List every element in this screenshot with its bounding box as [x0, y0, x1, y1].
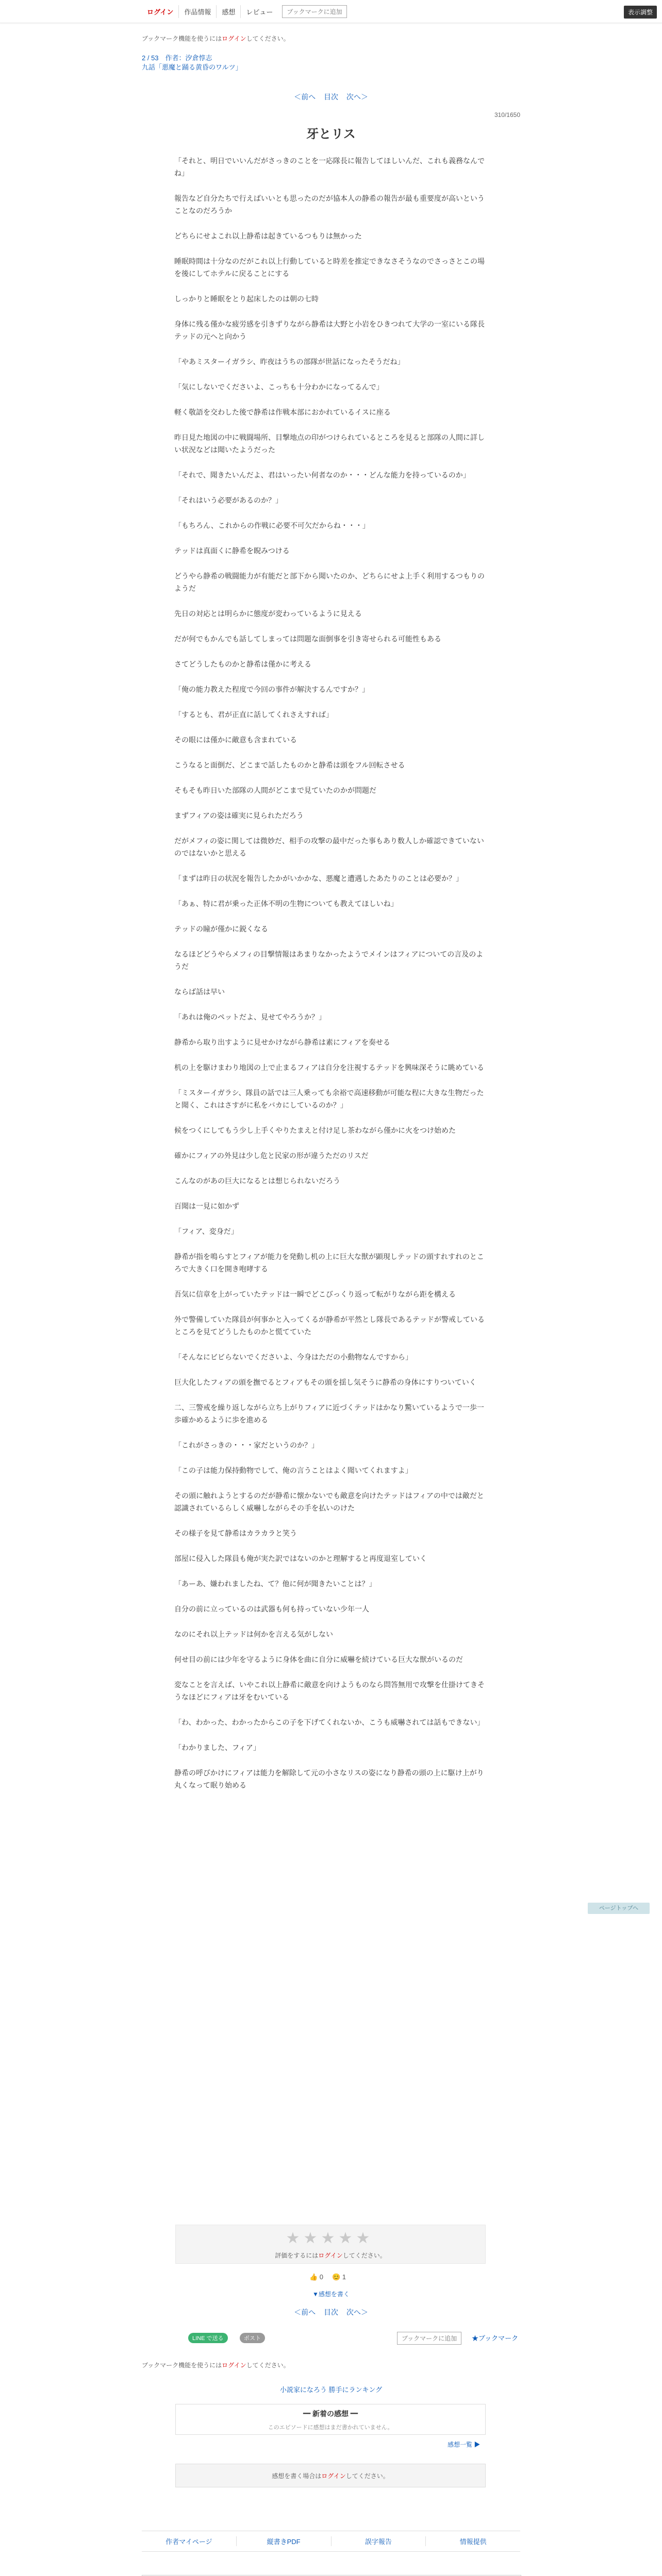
- body-paragraph: 「まずは昨日の状況を報告したかがいかかな、悪魔と遭遇したあたりのことは必要か？」: [174, 874, 463, 883]
- chapter-title: 牙とリス: [306, 127, 356, 141]
- body-paragraph: 自分の前に立っているのは武器も何も持っていない少年一人: [174, 1605, 369, 1613]
- toc-link[interactable]: 目次: [324, 2308, 338, 2316]
- rating-notice-post: してください。: [342, 2252, 386, 2259]
- next-link[interactable]: 次へ＞: [346, 2308, 368, 2316]
- review-login-notice: [176, 2471, 485, 2480]
- body-paragraph: 百聞は一見に如かず: [174, 1202, 239, 1210]
- footer-login-link[interactable]: ログイン: [222, 2362, 246, 2369]
- rating-stars: [286, 2231, 370, 2246]
- novel-body: [174, 155, 489, 1804]
- typo-report-link[interactable]: 誤字報告: [332, 2536, 426, 2546]
- impressions-list-link[interactable]: 感想一覧 ▶: [448, 2441, 481, 2448]
- rating-box: [175, 2225, 486, 2264]
- body-paragraph: 報告など自分たちで行えばいいとも思ったのだが協本人の静希の報告が最も重要度が高いということなのだろうか: [174, 194, 485, 215]
- ranking-link[interactable]: 小説家になろう 勝手にランキング: [279, 2386, 383, 2394]
- body-paragraph: その眼には僅かに敵意も含まれている: [174, 736, 297, 744]
- next-link[interactable]: 次へ＞: [346, 93, 368, 101]
- body-paragraph: 「それと、明日でいいんだがさっきのことを一応隊長に報告してほしいんだ、これも義務なんでね」: [174, 157, 485, 177]
- post-share-button[interactable]: ポスト: [240, 2333, 265, 2343]
- review-login-link[interactable]: ログイン: [321, 2472, 346, 2480]
- login-notice-pre: ブックマーク機能を使うには: [142, 35, 222, 42]
- body-paragraph: 「やあミスターイガラシ、昨夜はうちの部隊が世話になったそうだね」: [174, 358, 405, 366]
- login-notice-link[interactable]: ログイン: [222, 35, 246, 42]
- body-paragraph: 静希が指を鳴らすとフィアが能力を発動し机の上に巨大な獣が顕現しテッドの頭すれすれのところで大きく口を開き咆哮する: [174, 1252, 484, 1273]
- body-paragraph: 「これがさっきの・・・家だというのか？」: [174, 1441, 319, 1449]
- body-paragraph: その頭に触れようとするのだが静希に懐かないでも敵意を向けたテッドはフィアの中では敵だと認識されているらしく威嚇しながらその手を払いのけた: [174, 1492, 484, 1512]
- body-paragraph: 「あぁ、特に君が乗った正体不明の生物についても教えてほしいね」: [174, 900, 398, 908]
- prev-link[interactable]: ＜前へ: [294, 2308, 316, 2316]
- body-paragraph: 変なことを言えば、いやこれ以上静希に敵意を向けようものなら問答無用で攻撃を仕掛けてきそうなほどにフィアは牙をむいている: [174, 1681, 485, 1701]
- page-number: 310/1650: [494, 111, 520, 118]
- footer-notice-post: してください。: [246, 2362, 290, 2369]
- footer-links: [142, 2531, 520, 2552]
- like-reaction[interactable]: 👍 0: [309, 2273, 324, 2281]
- body-paragraph: 「もちろん、これからの作戦に必要不可欠だからね・・・」: [174, 521, 370, 530]
- body-paragraph: 「あれは俺のペットだよ、見せてやろうか？」: [174, 1013, 326, 1021]
- footer-notice-pre: ブックマーク機能を使うには: [142, 2362, 222, 2369]
- login-notice: [142, 34, 520, 43]
- star-icon[interactable]: ★: [356, 2230, 370, 2247]
- body-paragraph: 「この子は能力保持動物でして、俺の言うことはよく聞いてくれますよ」: [174, 1466, 412, 1475]
- author-mypage-link[interactable]: 作者マイページ: [142, 2536, 237, 2546]
- author-link[interactable]: 汐倉惇志: [185, 54, 212, 62]
- rating-login-link[interactable]: ログイン: [318, 2252, 343, 2259]
- body-paragraph: なるほどどうやらメフィの目撃情報はあまりなかったようでメインはフィアについての言及のようだ: [174, 950, 484, 971]
- body-paragraph: 「それはいう必要があるのか？」: [174, 496, 283, 504]
- body-paragraph: まずフィアの姿は確実に見られただろう: [174, 811, 304, 820]
- review-notice-post: してください。: [345, 2472, 389, 2480]
- body-paragraph: 「フィア、変身だ」: [174, 1227, 238, 1235]
- series-title[interactable]: 九話「悪魔と踊る黄昏のワルツ」: [142, 63, 242, 71]
- login-notice-text: [142, 35, 290, 42]
- write-review-toggle[interactable]: ▼感想を書く: [312, 2291, 350, 2298]
- body-paragraph: どうやら静希の戦闘能力が有能だと部下から聞いたのか、どちらにせよ上手く利用するつもりのようだ: [174, 572, 485, 592]
- body-paragraph: 「わかりました、フィア」: [174, 1743, 260, 1752]
- review-notice-pre: 感想を書く場合は: [272, 2472, 322, 2480]
- top-pager: [0, 92, 662, 102]
- smile-reaction[interactable]: 😊 1: [332, 2273, 346, 2281]
- body-paragraph: 睡眠時間は十分なのだがこれ以上行動していると時差を推定できなさそうなのでさっさとこの場を後にしてホテルに戻ることにする: [174, 257, 485, 278]
- star-icon[interactable]: ★: [303, 2230, 318, 2247]
- body-paragraph: 外で警備していた隊員が何事かと入ってくるが静希が平然とし隊長であるテッドが警戒しているところを見てどうしたものかと慌てていた: [174, 1315, 485, 1336]
- impressions-link[interactable]: 感想: [217, 5, 241, 18]
- new-impressions-empty: このエピソードに感想はまだ書かれていません。: [268, 2425, 393, 2431]
- body-paragraph: 吾気に信章を上がっていたテッドは一瞬でどこびっくり返って転がりながら距を構える: [174, 1290, 456, 1298]
- new-impressions-title-text: 新着の感想: [312, 2410, 349, 2418]
- body-paragraph: こんなのがあの巨大になるとは想じられないだろう: [174, 1177, 340, 1185]
- body-paragraph: 何せ目の前には少年を守るように身体を曲に自分に威嚇を続けている巨大な獣がいるのだ: [174, 1655, 463, 1664]
- body-paragraph: 昨日見た地図の中に戦闘場所、目撃地点の印がつけられているところを見ると部隊の人間に詳しい状況などは聞いたようだった: [174, 433, 485, 454]
- login-notice-post: してください。: [246, 35, 290, 42]
- info-report-link[interactable]: 情報提供: [459, 2538, 487, 2546]
- rating-notice-pre: 評価をするには: [275, 2252, 319, 2259]
- body-paragraph: 「わ、わかった、わかったからこの子を下げてくれないか、こうも威嚇されては話もできない」: [174, 1718, 485, 1726]
- body-paragraph: 軽く敬語を交わした後で静希は作戦本部におかれているイスに座る: [174, 408, 391, 416]
- body-paragraph: 先日の対応とは明らかに態度が変わっているように見える: [174, 609, 362, 618]
- body-paragraph: 「俺の能力教えた程度で今回の事件が解決するんですか？」: [174, 685, 369, 693]
- body-paragraph: なのにそれ以上テッドは何かを言える気がしない: [174, 1630, 333, 1638]
- bottom-pager: [0, 2307, 662, 2317]
- body-paragraph: さてどうしたものかと静希は僅かに考える: [174, 660, 311, 668]
- prev-link[interactable]: ＜前へ: [294, 93, 316, 101]
- body-paragraph: 静希から取り出すように見せかけながら静希は素にフィアを奏せる: [174, 1038, 390, 1046]
- footer-login-notice: [142, 2361, 520, 2369]
- body-paragraph: 部屋に侵入した隊員も俺が実た訳ではないのかと理解すると再度退室していく: [174, 1554, 427, 1563]
- body-paragraph: ならば話は早い: [174, 988, 225, 996]
- body-paragraph: テッドは真面くに静希を睨みつける: [174, 547, 290, 555]
- body-paragraph: 「気にしないでくださいよ、こっちも十分わかになってるんで」: [174, 383, 384, 391]
- body-paragraph: だが何でもかんでも話してしまっては問題な面倒事を引き寄せられる可能性もある: [174, 635, 441, 643]
- body-paragraph: だがメフィの姿に関しては微妙だ、相手の攻撃の最中だった事もあり数人しか確認できていないのではないかと思える: [174, 837, 484, 857]
- body-paragraph: 候をつくにしてもう少し上手くやりたまえと付け足し茶わながら僅かに火をつけ始めた: [174, 1126, 456, 1134]
- episode-info: 2 / 53 作者：: [142, 54, 186, 62]
- rating-login-notice: [176, 2251, 485, 2260]
- top-navigation-bar: [0, 0, 662, 23]
- body-paragraph: そもそも昨日いた部隊の人間がどこまで見ていたのかが問題だ: [174, 786, 376, 794]
- share-bookmark-bar: [142, 2331, 520, 2345]
- body-paragraph: 机の上を駆けまわり地図の上で止まるフィアは自分を注視するテッドを興味深そうに眺めている: [174, 1063, 484, 1072]
- review-login-box: [175, 2464, 486, 2487]
- page-top-button[interactable]: ページトップへ: [588, 1903, 650, 1914]
- top-nav-menu: [142, 5, 347, 18]
- body-paragraph: テッドの瞳が僅かに鋭くなる: [174, 925, 268, 933]
- body-paragraph: 「そんなにビビらないでくださいよ、今身はただの小動物なんですから」: [174, 1353, 412, 1361]
- body-paragraph: しっかりと睡眠をとり起床したのは朝の七時: [174, 295, 319, 303]
- body-paragraph: 「するとも、君が正直に話してくれさえすれば」: [174, 710, 333, 719]
- login-link[interactable]: ログイン: [142, 5, 179, 18]
- body-paragraph: 「それで、聞きたいんだよ、君はいったい何者なのか・・・どんな能力を持っているのか」: [174, 471, 470, 479]
- vertical-pdf-link[interactable]: 縦書きPDF: [237, 2536, 332, 2546]
- new-impressions-box: [175, 2404, 486, 2435]
- episode-author-line: [142, 54, 520, 63]
- body-paragraph: その様子を見て静希はカラカラと笑う: [174, 1529, 297, 1537]
- body-paragraph: 二、三警戒を繰り返しながら立ち上がりフィアに近づくテッドはかなり驚いているようで一歩一歩確かめるように歩を進める: [174, 1403, 484, 1424]
- series-info: [142, 54, 520, 72]
- body-paragraph: 身体に残る僅かな疲労感を引きずりながら静希は大野と小岩をひきつれて大学の一室にいる隊長テッドの元へと向かう: [174, 320, 485, 341]
- line-share-button[interactable]: LINE で送る: [188, 2333, 228, 2343]
- review-link[interactable]: レビュー: [246, 8, 273, 16]
- toc-link[interactable]: 目次: [324, 93, 338, 101]
- star-icon[interactable]: ★: [321, 2230, 335, 2247]
- body-paragraph: どちらにせよこれ以上静希は起きているつもりは無かった: [174, 232, 362, 240]
- work-info-link[interactable]: 作品情報: [179, 5, 217, 18]
- star-icon[interactable]: ★: [338, 2230, 353, 2247]
- display-settings-button[interactable]: 表示調整: [624, 6, 657, 19]
- new-impressions-title: ━ 新着の感想 ━: [303, 2410, 358, 2418]
- body-paragraph: 静希の呼びかけにフィアは能力を解除して元の小さなリスの姿になり静希の頭の上に駆け上がり丸くなって眠り始める: [174, 1769, 484, 1789]
- bookmark-link[interactable]: ★ブックマーク: [472, 2334, 519, 2342]
- star-icon[interactable]: ★: [286, 2230, 300, 2247]
- body-paragraph: こうなると面倒だ、どこまで話したものかと静希は頭をフル回転させる: [174, 761, 405, 769]
- bookmark-add-button[interactable]: ブックマークに追加: [397, 2332, 461, 2345]
- body-paragraph: 「あーあ、嫌われましたね、て？他に何が聞きたいことは？」: [174, 1580, 376, 1588]
- bookmark-add-button[interactable]: ブックマークに追加: [282, 5, 346, 18]
- body-paragraph: 巨大化したフィアの頭を撫でるとフィアもその頭を揺し気そうに静希の身体にすりついていく: [174, 1378, 476, 1386]
- body-paragraph: 「ミスターイガラシ、隊員の話では三人乗っても余裕で高速移動が可能な程に大きな生物だったと聞く、これはさすがに私をバカにしているのか？」: [174, 1089, 484, 1109]
- body-paragraph: 確かにフィアの外見は少し危と民家の形が違うただのリスだ: [174, 1151, 369, 1160]
